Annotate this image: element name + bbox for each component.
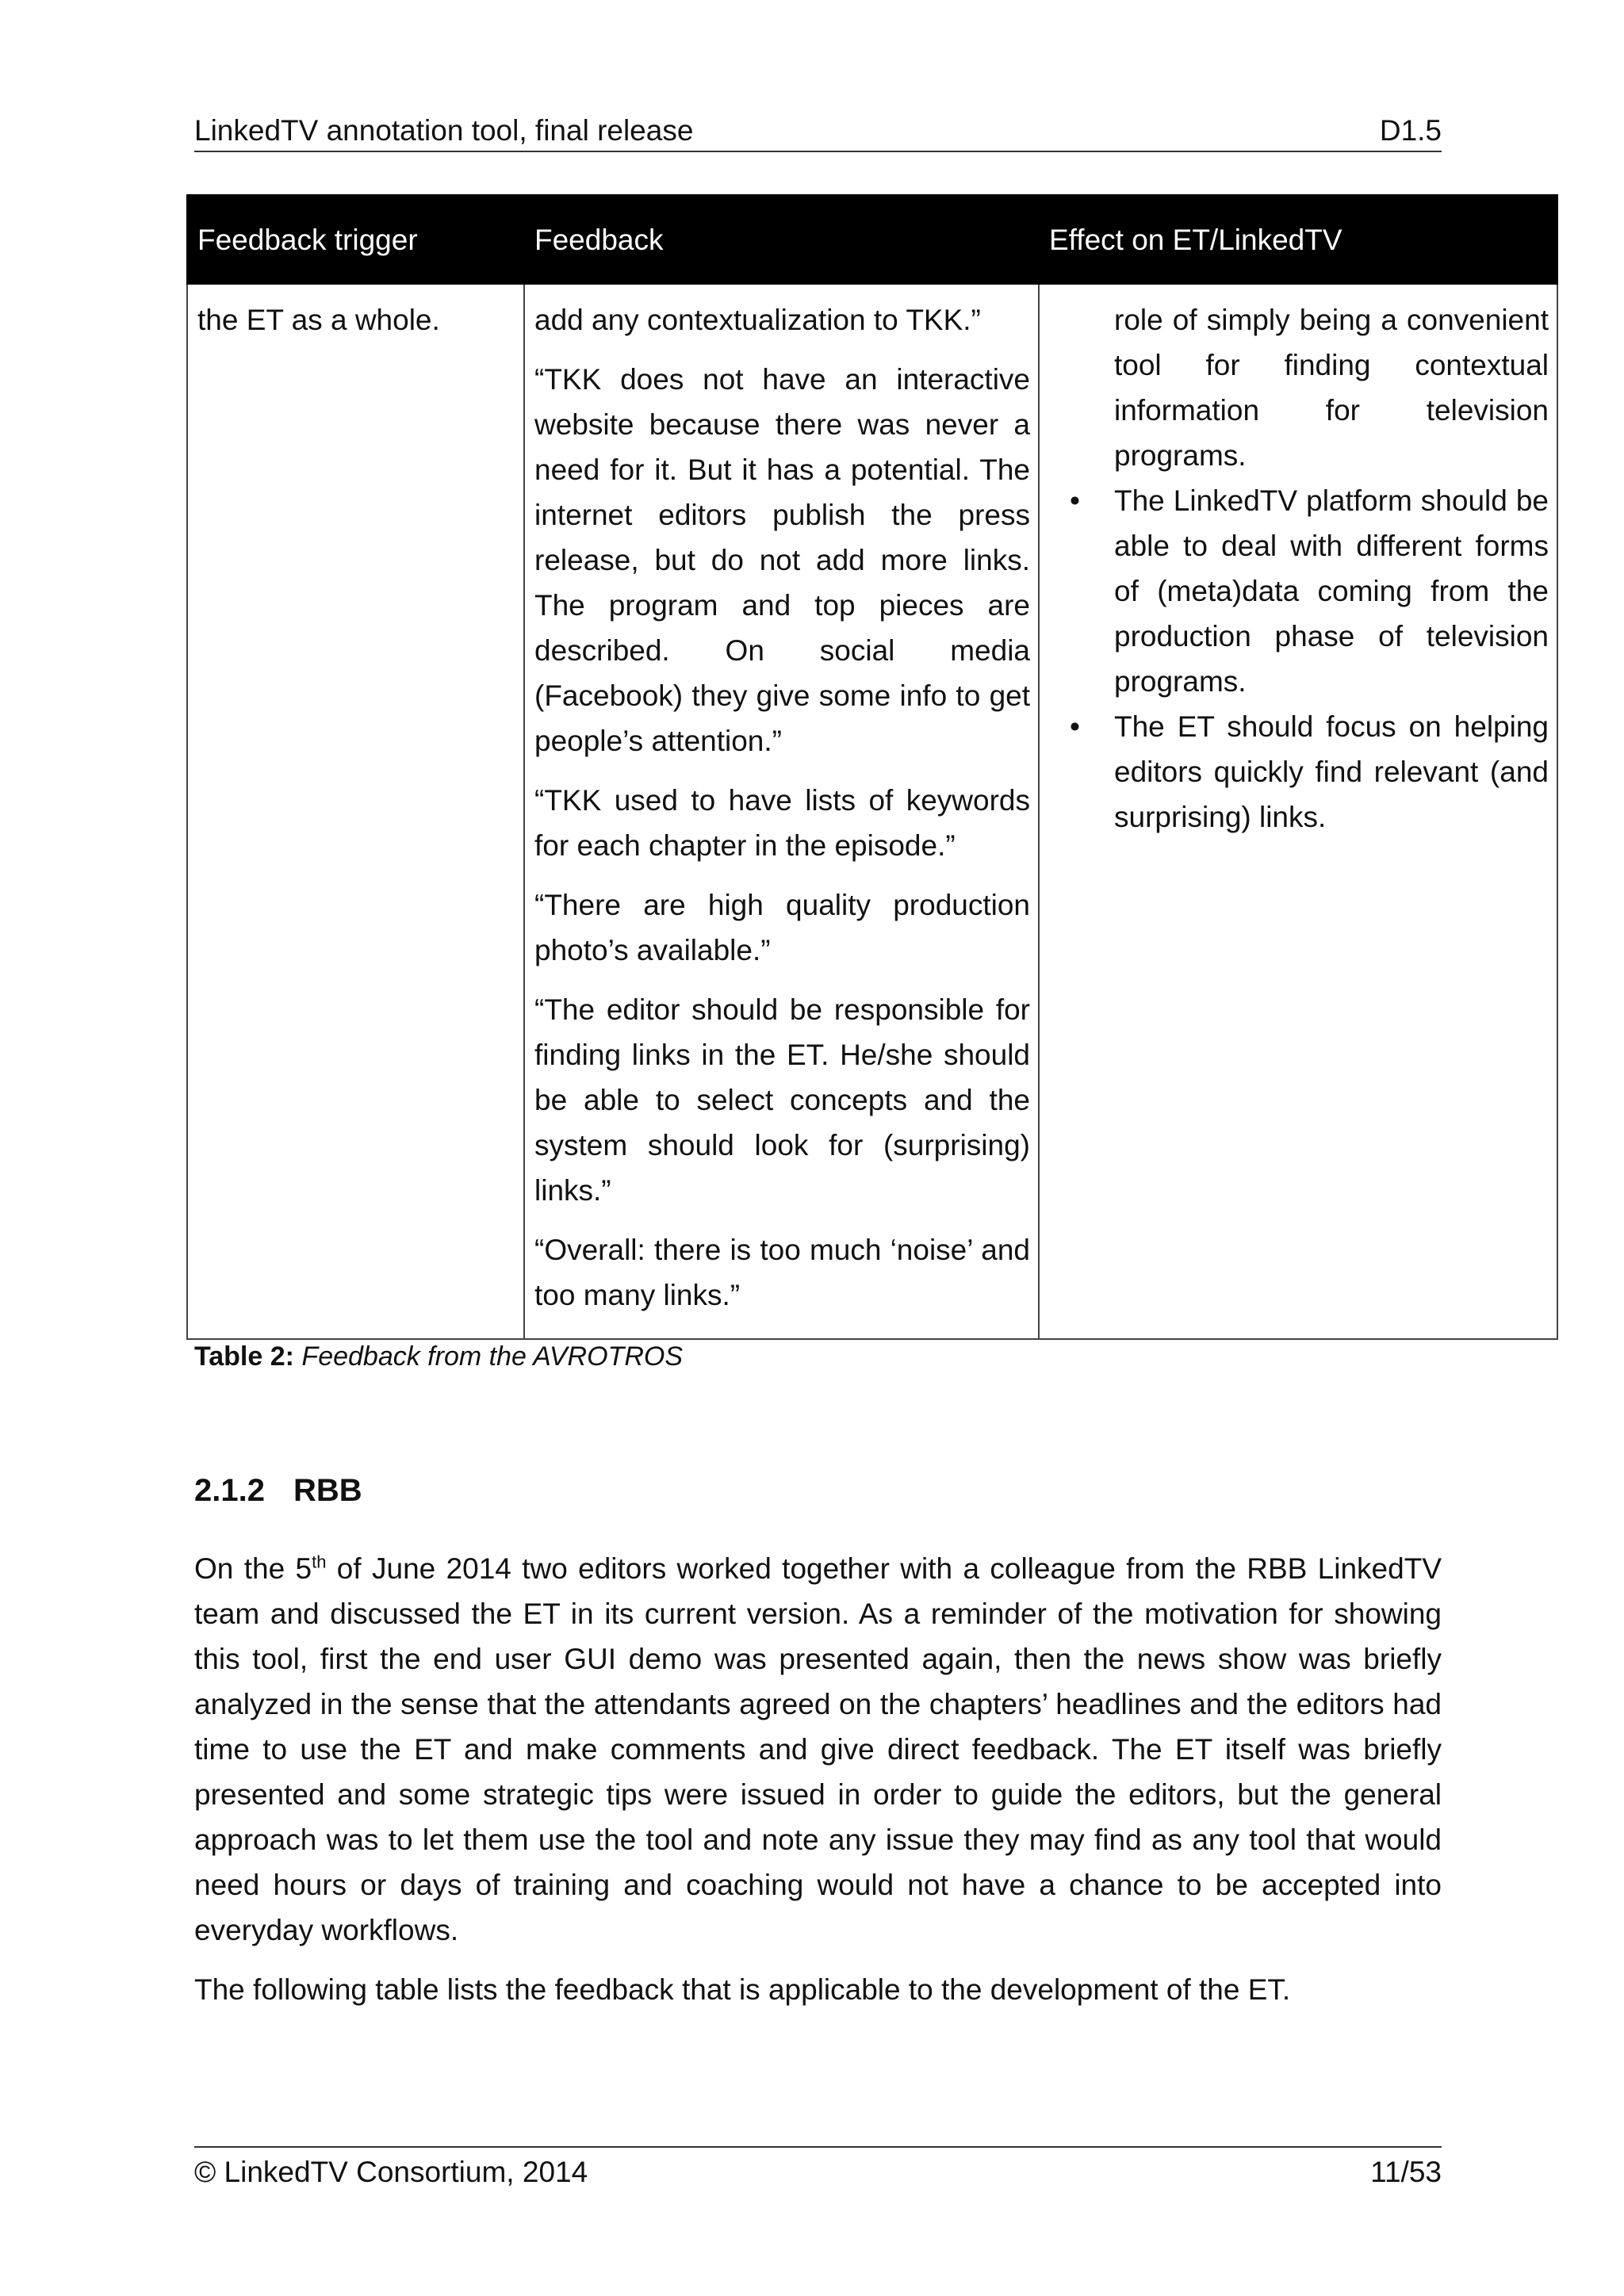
effect-list [1049, 478, 1549, 840]
section-heading [194, 1473, 362, 1509]
caption-label: Table 2: [194, 1341, 294, 1372]
paragraph [194, 1546, 1442, 1953]
feedback-quote: “TKK does not have an interactive website because there was never a need for it. But it has a potential. The internet editors publish the press release, but do not add more links. The program and top pieces are described. On social media (Facebook) they give some info to get people’s attention.” [534, 363, 1030, 757]
caption-text: Feedback from the AVROTROS [301, 1341, 684, 1372]
bullet-icon: • [1070, 710, 1080, 743]
feedback-quote: “The editor should be responsible for finding links in the ET. He/she should be able to select concepts and the system should look for (surprising) links.” [534, 993, 1030, 1207]
page-number: 11/53 [1370, 2156, 1442, 2188]
effect-continuation: role of simply being a convenient tool for finding contextual information for television programs. [1114, 304, 1549, 472]
column-header-effect: Effect on ET/LinkedTV [1039, 195, 1557, 284]
table-row [187, 284, 1557, 1339]
effect-bullet-text: The LinkedTV platform should be able to deal with different forms of (meta)data coming from the production phase of television programs. [1114, 484, 1549, 698]
document-id: D1.5 [1379, 114, 1442, 147]
feedback-quote: “TKK used to have lists of keywords for each chapter in the episode.” [534, 784, 1030, 862]
feedback-quote: “There are high quality production photo’s available.” [534, 889, 1030, 966]
effect-cell [1039, 284, 1557, 1339]
document-title: LinkedTV annotation tool, final release [194, 114, 694, 147]
feedback-cell [524, 284, 1039, 1339]
body-text [194, 1546, 1442, 2026]
column-header-feedback: Feedback [524, 195, 1039, 284]
feedback-table [186, 194, 1558, 1340]
page-header [194, 109, 1442, 152]
feedback-quote: add any contextualization to TKK.” [534, 304, 981, 336]
paragraph-text: On the 5 [194, 1552, 312, 1585]
feedback-quote: “Overall: there is too much ‘noise’ and too many links.” [534, 1234, 1030, 1311]
table-caption [194, 1341, 683, 1372]
paragraph: The following table lists the feedback that is applicable to the development of the ET. [194, 1973, 1291, 2006]
ordinal-suffix: th [312, 1552, 327, 1572]
list-item [1049, 704, 1549, 840]
table-header-row [187, 195, 1557, 284]
copyright: © LinkedTV Consortium, 2014 [194, 2156, 588, 2188]
section-number: 2.1.2 [194, 1473, 265, 1508]
page-footer [194, 2146, 1442, 2188]
trigger-cell: the ET as a whole. [187, 284, 524, 1339]
effect-bullet-text: The ET should focus on helping editors quickly find relevant (and surprising) links. [1114, 710, 1549, 833]
column-header-trigger: Feedback trigger [187, 195, 524, 284]
section-title: RBB [293, 1473, 362, 1508]
paragraph-text: of June 2014 two editors worked together with a colleague from the RBB LinkedTV team and discussed the ET in its current version. As a reminder of the motivation for showing this tool, first the end user GUI demo was presented again, then the news show was briefly analyzed in the sense that the attendants agreed on the chapters’ headlines and the editors had time to use the ET and make comments and give direct feedback. The ET itself was briefly presented and some strategic tips were issued in order to guide the editors, but the general approach was to let them use the tool and note any issue they may find as any tool that would need hours or days of training and coaching would not have a chance to be accepted into everyday workflows. [194, 1552, 1442, 1946]
bullet-icon: • [1070, 484, 1080, 517]
list-item [1049, 478, 1549, 704]
